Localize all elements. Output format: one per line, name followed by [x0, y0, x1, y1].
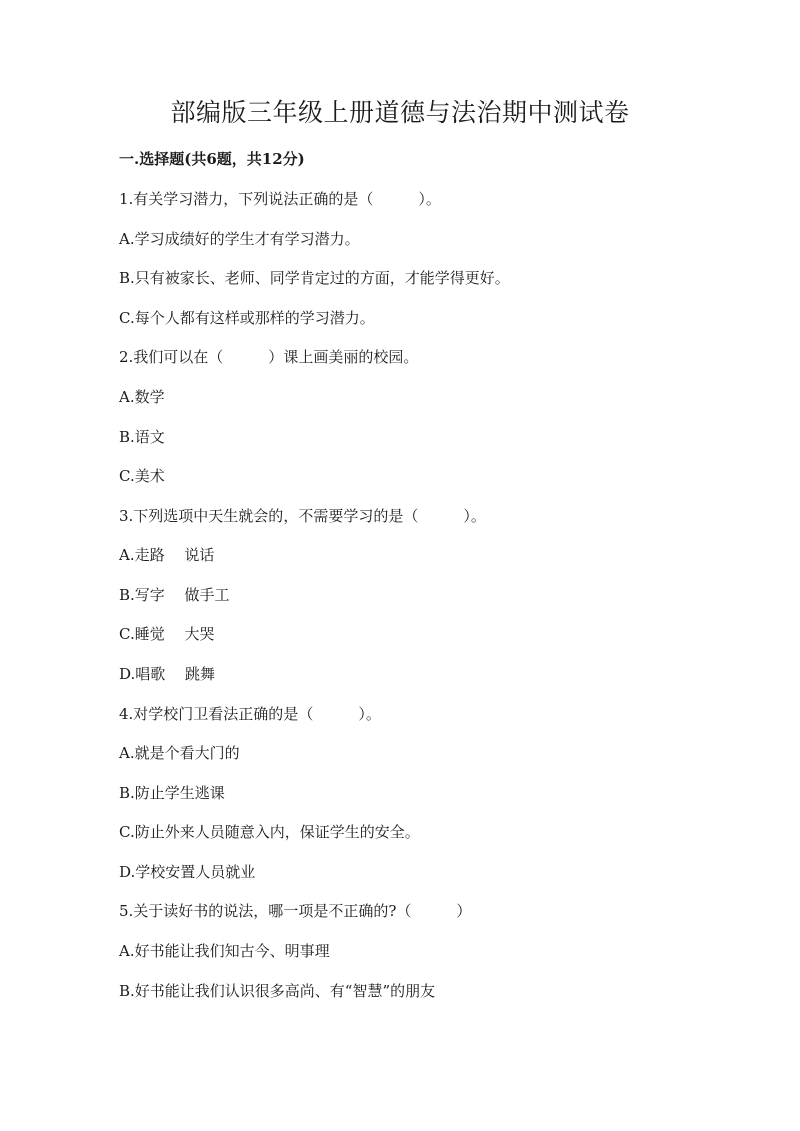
- question-1-option-b: B.只有被家长、老师、同学肯定过的方面，才能学得更好。: [119, 269, 510, 287]
- question-4-option-b: B.防止学生逃课: [119, 784, 225, 802]
- question-2-option-c: C.美术: [119, 467, 165, 485]
- question-4: 4.对学校门卫看法正确的是（ ）。: [119, 705, 381, 723]
- question-3-option-c: C.睡觉 大哭: [119, 625, 215, 643]
- question-5-option-b: B.好书能让我们认识很多高尚、有“智慧”的朋友: [119, 982, 436, 1000]
- question-5-option-a: A.好书能让我们知古今、明事理: [119, 942, 330, 960]
- question-2-option-a: A.数学: [119, 388, 165, 406]
- question-1: 1.有关学习潜力，下列说法正确的是（ ）。: [119, 190, 441, 208]
- question-3-option-d: D.唱歌 跳舞: [119, 665, 216, 683]
- exam-title: 部编版三年级上册道德与法治期中测试卷: [170, 98, 630, 127]
- question-4-option-a: A.就是个看大门的: [119, 744, 240, 762]
- section-heading: 一.选择题(共6题，共12分): [119, 150, 305, 168]
- question-4-option-c: C.防止外来人员随意入内，保证学生的安全。: [119, 823, 420, 841]
- question-1-option-a: A.学习成绩好的学生才有学习潜力。: [119, 230, 360, 248]
- question-3: 3.下列选项中天生就会的，不需要学习的是（ ）。: [119, 507, 486, 525]
- question-3-option-b: B.写字 做手工: [119, 586, 230, 604]
- question-1-option-c: C.每个人都有这样或那样的学习潜力。: [119, 309, 375, 327]
- question-2: 2.我们可以在（ ）课上画美丽的校园。: [119, 348, 419, 366]
- question-2-option-b: B.语文: [119, 428, 165, 446]
- question-4-option-d: D.学校安置人员就业: [119, 863, 256, 881]
- question-5: 5.关于读好书的说法，哪一项是不正确的?（ ）: [119, 902, 472, 920]
- question-3-option-a: A.走路 说话: [119, 546, 215, 564]
